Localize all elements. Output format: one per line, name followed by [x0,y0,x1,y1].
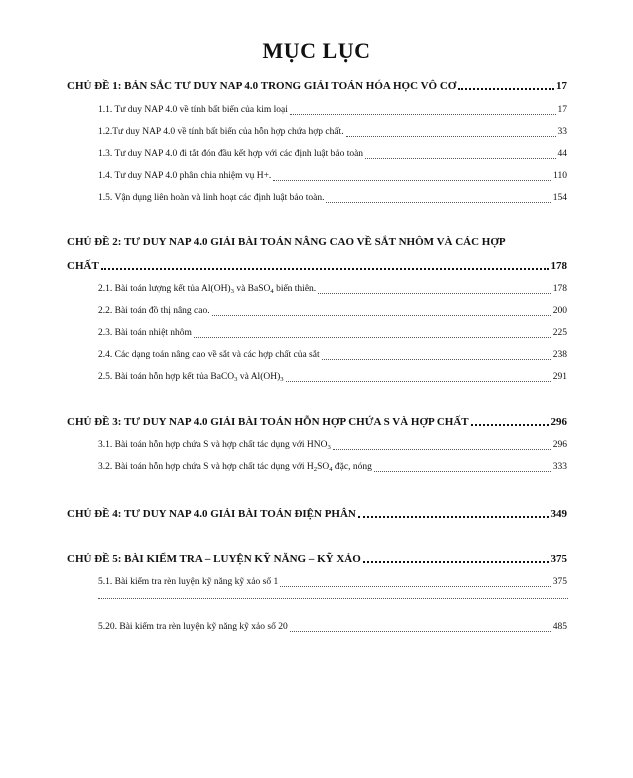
toc-item-5-20[interactable] [98,622,567,638]
toc-item-1-5[interactable] [98,193,567,209]
toc-item-label: 1.2.Tư duy NAP 4.0 về tính bất biến của hỗn hợp chứa hợp chất. [98,127,344,137]
toc-item-3-2[interactable] [98,462,567,478]
label-part: 3.2. Bài toán hỗn hợp chứa S và hợp chất tác dụng với H [98,462,314,472]
toc-item-page: 154 [552,193,567,203]
toc-item-2-3[interactable] [98,328,567,344]
toc-item-label: 1.4. Tư duy NAP 4.0 phân chia nhiệm vụ H+. [98,171,272,181]
dot-leader [374,470,551,472]
toc-item-page: 178 [552,284,567,294]
toc-item-label: 5.1. Bài kiểm tra rèn luyện kỹ năng kỹ xảo số 1 [98,577,279,587]
dot-leader [365,157,555,159]
toc-item-label: 2.2. Bài toán đồ thị nâng cao. [98,306,210,316]
dot-leader [101,267,549,270]
toc-item-2-4[interactable] [98,350,567,366]
chapter-3-entry[interactable] [67,416,567,432]
subscript: 4 [270,288,274,295]
label-part: đặc, nóng [332,462,372,472]
toc-item-1-2[interactable] [98,127,567,143]
toc-item-label: 5.20. Bài kiểm tra rèn luyện kỹ năng kỹ xảo số 20 [98,622,288,632]
dot-leader [212,314,551,316]
toc-item-label: 1.5. Vận dụng liên hoàn và linh hoạt các định luật bảo toàn. [98,193,325,203]
chapter-3-page: 296 [550,416,567,428]
toc-item-label: 1.1. Tư duy NAP 4.0 về tính bất biến của kim loại [98,105,288,115]
toc-item-2-2[interactable] [98,306,567,322]
dot-leader [333,448,551,450]
chapter-5-page: 375 [550,553,567,565]
toc-item-1-3[interactable] [98,149,567,165]
label-part: 2.5. Bài toán hỗn hợp kết tủa BaCO [98,372,235,382]
chapter-3-label: CHỦ ĐỀ 3: TƯ DUY NAP 4.0 GIẢI BÀI TOÁN HỖN HỢP CHỨA S VÀ HỢP CHẤT [67,416,469,428]
chapter-1-page: 17 [556,80,567,92]
label-part: SO [317,462,330,472]
toc-item-label: 2.3. Bài toán nhiệt nhôm [98,328,192,338]
toc-item-page: 375 [552,577,567,587]
label-part: 3.1. Bài toán hỗn hợp chứa S và hợp chất tác dụng với HNO [98,440,328,450]
subscript: 3 [280,376,284,383]
toc-item-page: 333 [552,462,567,472]
toc-item-label [98,372,284,382]
dot-leader [458,87,554,90]
subscript: 2 [313,466,318,473]
toc-item-page: 291 [552,372,567,382]
toc-item-label: 1.3. Tư duy NAP 4.0 đi tắt đón đầu kết hợp với các định luật bảo toàn [98,149,364,159]
toc-item-page: 17 [557,105,567,115]
chapter-2-page: 178 [550,260,567,272]
chapter-4-label: CHỦ ĐỀ 4: TƯ DUY NAP 4.0 GIẢI BÀI TOÁN ĐIỆN PHÂN [67,508,356,520]
toc-item-page: 225 [552,328,567,338]
subscript: 3 [230,288,234,295]
label-part: 2.1. Bài toán lượng kết tủa Al(OH) [98,284,231,294]
chapter-2-label-line1[interactable]: CHỦ ĐỀ 2: TƯ DUY NAP 4.0 GIẢI BÀI TOÁN NÂNG CAO VỀ SẮT NHÔM VÀ CÁC HỢP [67,236,506,248]
chapter-5-label: CHỦ ĐỀ 5: BÀI KIỂM TRA – LUYỆN KỸ NĂNG – KỸ XẢO [67,553,361,565]
dot-leader [363,560,549,563]
toc-item-page: 296 [552,440,567,450]
dot-leader [194,336,551,338]
dot-leader [290,630,551,632]
label-part: và BaSO [233,284,271,294]
toc-item-label [98,284,316,294]
subscript: 3 [327,444,331,451]
label-part: biến thiên. [273,284,317,294]
toc-item-page: 44 [557,149,567,159]
toc-item-label [98,462,372,472]
toc-item-2-5[interactable] [98,372,567,388]
dot-leader [358,515,549,518]
toc-item-page: 485 [552,622,567,632]
dot-leader [286,380,551,382]
toc-item-5-1[interactable] [98,577,567,593]
label-part: và Al(OH) [237,372,281,382]
chapter-5-entry[interactable] [67,553,567,569]
dot-leader [280,585,551,587]
toc-item-page: 33 [557,127,567,137]
toc-item-label: 2.4. Các dạng toán nâng cao về sắt và các hợp chất của sắt [98,350,320,360]
chapter-1-label: CHỦ ĐỀ 1: BẢN SẮC TƯ DUY NAP 4.0 TRONG GIẢI TOÁN HÓA HỌC VÔ CƠ [67,80,457,92]
dot-leader [346,135,556,137]
chapter-4-page: 349 [550,508,567,520]
toc-item-2-1[interactable] [98,284,567,300]
toc-item-label [98,440,331,450]
dot-leader [471,423,549,426]
subscript: 4 [329,466,333,473]
toc-item-page: 110 [553,171,567,181]
toc-item-page: 238 [552,350,567,360]
dot-leader [318,292,551,294]
toc-title: MỤC LỤC [262,38,371,63]
omitted-items-dotted-line [98,597,568,599]
toc-item-3-1[interactable] [98,440,567,456]
chapter-1-entry[interactable] [67,80,567,96]
toc-item-1-1[interactable] [98,105,567,121]
dot-leader [290,113,556,115]
chapter-2-entry[interactable] [67,260,567,276]
dot-leader [322,358,551,360]
dot-leader [273,179,551,181]
chapter-4-entry[interactable] [67,508,567,524]
dot-leader [326,201,550,203]
subscript: 3 [234,376,238,383]
toc-item-1-4[interactable] [98,171,567,187]
toc-item-page: 200 [552,306,567,316]
chapter-2-label-line2: CHẤT [67,260,99,272]
